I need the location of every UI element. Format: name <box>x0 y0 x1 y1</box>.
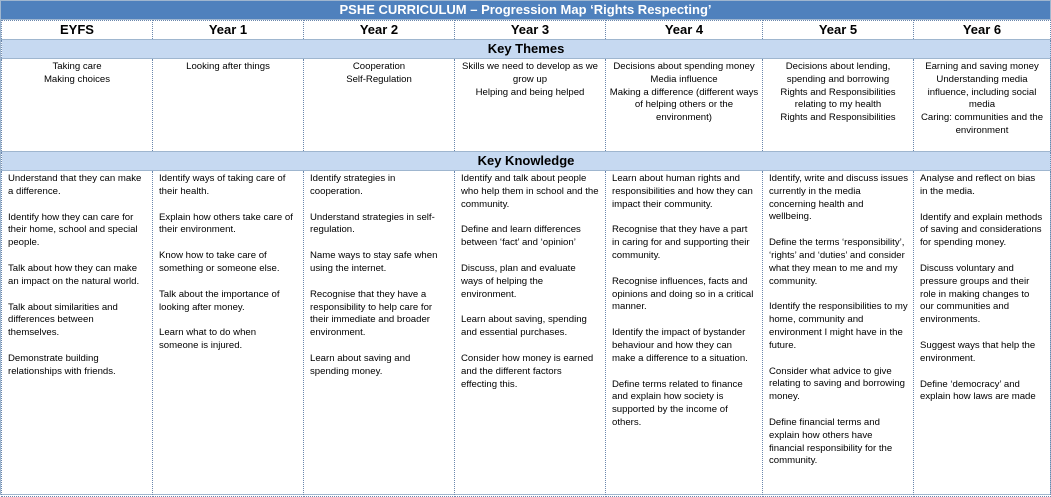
themes-cell <box>606 59 763 152</box>
progression-table <box>1 20 1051 497</box>
theme-item: Earning and saving money <box>925 61 1039 72</box>
knowledge-item: Identify the impact of bystander behaviour and how they can make a difference to a situation. <box>612 327 748 364</box>
key-themes-heading: Key Themes <box>2 40 1051 59</box>
knowledge-item: Discuss, plan and evaluate ways of helping the environment. <box>461 262 576 300</box>
year-header: Year 5 <box>763 21 914 40</box>
theme-item: Skills we need to develop as we grow up <box>462 61 598 85</box>
theme-item: Decisions about lending, spending and borrowing <box>785 61 891 85</box>
year-header: Year 1 <box>153 21 304 40</box>
theme-item: Rights and Responsibilities relating to my health <box>780 86 896 111</box>
theme-item: Looking after things <box>186 61 270 72</box>
knowledge-item: Analyse and reflect on bias in the media. <box>920 173 1036 197</box>
theme-item: Media influence <box>650 73 718 85</box>
theme-item: Making a difference (different ways of helping others or the environment) <box>609 86 759 124</box>
knowledge-item: Identify the responsibilities to my home, community and environment I might have in the future. <box>769 301 908 351</box>
knowledge-cell <box>606 171 763 497</box>
knowledge-item: Talk about how they can make an impact on the natural world. <box>8 262 140 287</box>
year-header: Year 4 <box>606 21 763 40</box>
themes-cell <box>455 59 606 152</box>
knowledge-item: Recognise that they have a part in caring for and supporting their community. <box>612 224 750 261</box>
knowledge-item: Recognise that they have a responsibility to help care for their immediate and broader environment. <box>310 288 433 339</box>
knowledge-item: Define financial terms and explain how others have financial responsibility for the community. <box>769 416 893 467</box>
knowledge-cell <box>153 171 304 497</box>
themes-cell <box>153 59 304 152</box>
knowledge-item: Demonstrate building relationships with friends. <box>8 352 116 377</box>
knowledge-item: Define the terms ‘responsibility’, ‘rights’ and ‘duties’ and consider what they mean to me and my community. <box>769 237 905 287</box>
theme-item: Rights and Responsibilities <box>780 112 896 124</box>
knowledge-item: Talk about the importance of looking after money. <box>159 288 280 313</box>
themes-row <box>2 59 1051 152</box>
knowledge-item: Identify and explain methods of saving and considerations for spending money. <box>920 211 1043 249</box>
key-knowledge-heading: Key Knowledge <box>2 152 1051 171</box>
knowledge-cell <box>455 171 606 497</box>
knowledge-item: Consider how money is earned and the different factors effecting this. <box>461 352 594 390</box>
themes-cell <box>914 59 1051 152</box>
knowledge-cell <box>914 171 1051 497</box>
themes-cell <box>2 59 153 152</box>
year-header-row <box>2 21 1051 40</box>
knowledge-cell <box>763 171 914 497</box>
knowledge-item: Learn about saving, spending and essential purchases. <box>461 314 587 339</box>
knowledge-item: Define ‘democracy’ and explain how laws are made <box>920 378 1036 403</box>
knowledge-item: Identify strategies in cooperation. <box>310 173 396 197</box>
themes-cell <box>763 59 914 152</box>
key-knowledge-band <box>2 152 1051 171</box>
knowledge-item: Understand that they can make a difference. <box>8 173 142 197</box>
knowledge-cell <box>304 171 455 497</box>
year-header: Year 3 <box>455 21 606 40</box>
knowledge-item: Learn about saving and spending money. <box>310 352 411 377</box>
knowledge-item: Understand strategies in self-regulation. <box>310 211 435 236</box>
knowledge-item: Know how to take care of something or someone else. <box>159 250 280 274</box>
themes-cell <box>304 59 455 152</box>
theme-item: Caring: communities and the environment <box>920 112 1044 136</box>
theme-item: Cooperation <box>352 61 406 72</box>
knowledge-item: Learn what to do when someone is injured. <box>159 327 257 352</box>
knowledge-item: Identify ways of taking care of their health. <box>159 173 286 197</box>
knowledge-item: Identify how they can care for their home, school and special people. <box>8 211 138 249</box>
knowledge-item: Identify and talk about people who help them in school and the community. <box>461 173 599 210</box>
knowledge-row <box>2 171 1051 497</box>
knowledge-item: Define terms related to finance and explain how society is supported by the income of others. <box>612 378 743 428</box>
knowledge-item: Define and learn differences between ‘fact’ and ‘opinion’ <box>461 224 581 249</box>
knowledge-item: Talk about similarities and differences between themselves. <box>8 301 118 339</box>
knowledge-item: Name ways to stay safe when using the internet. <box>310 250 438 274</box>
theme-item: Taking care <box>52 61 102 72</box>
theme-item: Self-Regulation <box>346 73 412 85</box>
theme-item: Understanding media influence, including social media <box>927 73 1037 111</box>
knowledge-item: Identify, write and discuss issues currently in the media concerning health and wellbeing. <box>769 173 908 223</box>
year-header: Year 6 <box>914 21 1051 40</box>
year-header: EYFS <box>2 21 153 40</box>
key-themes-band <box>2 40 1051 59</box>
knowledge-item: Learn about human rights and responsibilities and how they can impact their community. <box>612 173 753 210</box>
document-title: PSHE CURRICULUM – Progression Map ‘Rights Respecting’ <box>1 1 1050 20</box>
theme-item: Helping and being helped <box>475 86 585 98</box>
year-header: Year 2 <box>304 21 455 40</box>
knowledge-item: Recognise influences, facts and opinions and doing so in a critical manner. <box>612 275 754 313</box>
knowledge-item: Consider what advice to give relating to saving and borrowing money. <box>769 365 905 403</box>
knowledge-item: Explain how others take care of their environment. <box>159 211 293 236</box>
knowledge-item: Discuss voluntary and pressure groups and their role in making changes to our communities and environments. <box>920 262 1030 326</box>
theme-item: Decisions about spending money <box>613 61 755 72</box>
knowledge-item: Suggest ways that help the environment. <box>920 339 1036 364</box>
theme-item: Making choices <box>43 73 111 85</box>
knowledge-cell <box>2 171 153 497</box>
